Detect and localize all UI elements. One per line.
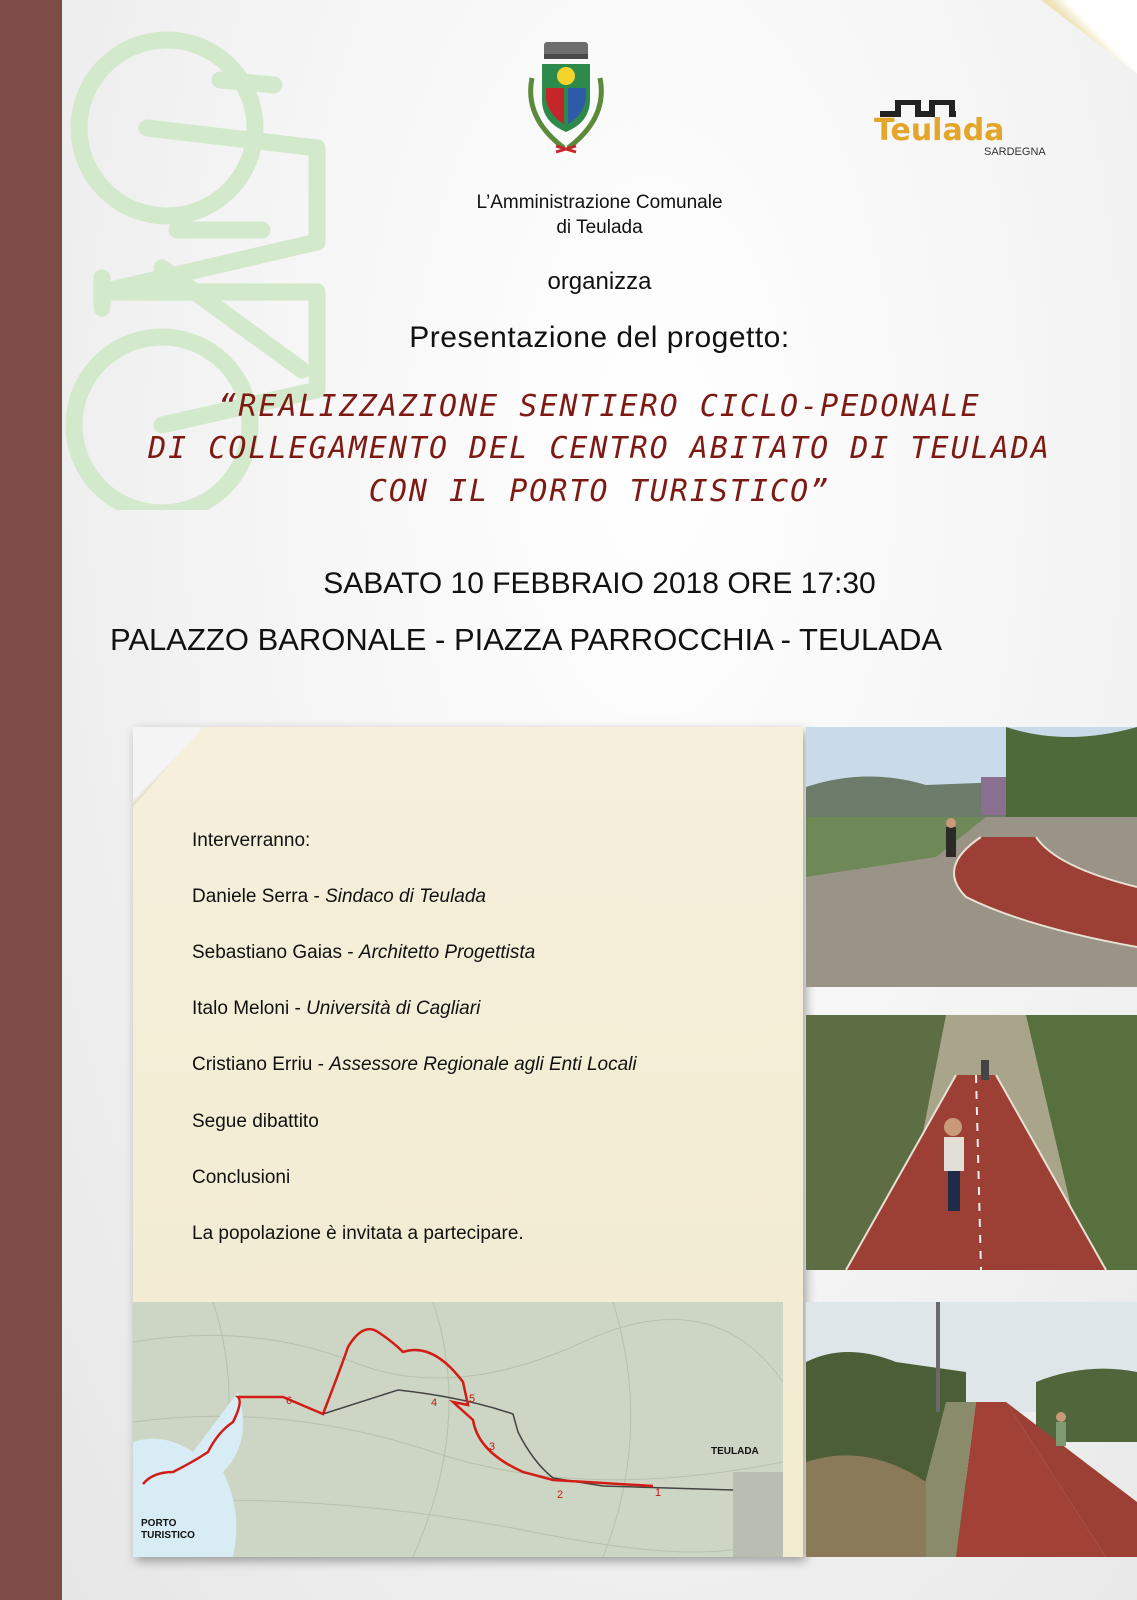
speaker-name: Daniele Serra [192,886,309,907]
speaker-item: Sebastiano Gaias - Architetto Progettista [192,942,536,963]
route-map [133,1302,783,1557]
speaker-role: Architetto Progettista [358,942,536,963]
project-title-line-2: DI COLLEGAMENTO DEL CENTRO ABITATO DI TEULADA [148,431,1051,466]
map-point-4: 4 [431,1397,438,1409]
photo-cycle-path-1 [806,727,1137,987]
map-point-6: 6 [286,1395,293,1407]
event-venue: PALAZZO BARONALE - PIAZZA PARROCCHIA - TEULADA [110,622,943,657]
map-point-5: 5 [469,1393,476,1405]
presentation-heading: Presentazione del progetto: [409,321,790,354]
conclusions-line: Conclusioni [192,1167,291,1188]
map-point-3: 3 [489,1441,496,1453]
teulada-logo [874,100,1064,160]
coat-of-arms-icon [520,38,612,160]
logo-subtitle: SARDEGNA [984,146,1046,158]
organizer-line-1: L’Amministrazione Comunale [476,192,723,213]
map-label-teulada: TEULADA [711,1446,759,1457]
project-title-line-3: CON IL PORTO TURISTICO” [368,474,831,509]
invitation-line: La popolazione è invitata a partecipare. [192,1223,524,1244]
map-point-2: 2 [557,1489,564,1501]
speaker-name: Italo Meloni [192,998,290,1019]
speaker-item: Cristiano Erriu - Assessore Regionale agli Enti Locali [192,1054,637,1075]
speaker-item: Italo Meloni - Università di Cagliari [192,998,481,1019]
speaker-role: Assessore Regionale agli Enti Locali [329,1054,637,1075]
organizes-label: organizza [547,268,652,295]
speaker-name: Cristiano Erriu [192,1054,313,1075]
organizer-line-2: di Teulada [556,217,643,238]
photo-cycle-path-3 [806,1302,1137,1557]
speaker-role: Università di Cagliari [306,998,481,1019]
map-point-1: 1 [655,1487,662,1499]
map-label-porto: PORTO [141,1518,177,1529]
photo-cycle-path-2 [806,1015,1137,1270]
debate-line: Segue dibattito [192,1111,319,1132]
speaker-name: Sebastiano Gaias [192,942,342,963]
event-date: SABATO 10 FEBBRAIO 2018 ORE 17:30 [323,567,876,600]
speaker-item: Daniele Serra - Sindaco di Teulada [192,886,486,907]
side-stripe [0,0,62,1600]
logo-wordmark: Teulada [874,113,1005,148]
speakers-intro: Interverranno: [192,830,311,851]
speaker-role: Sindaco di Teulada [325,886,486,907]
project-title-line-1: “REALIZZAZIONE SENTIERO CICLO-PEDONALE [218,389,981,424]
map-label-turistico: TURISTICO [141,1530,195,1541]
